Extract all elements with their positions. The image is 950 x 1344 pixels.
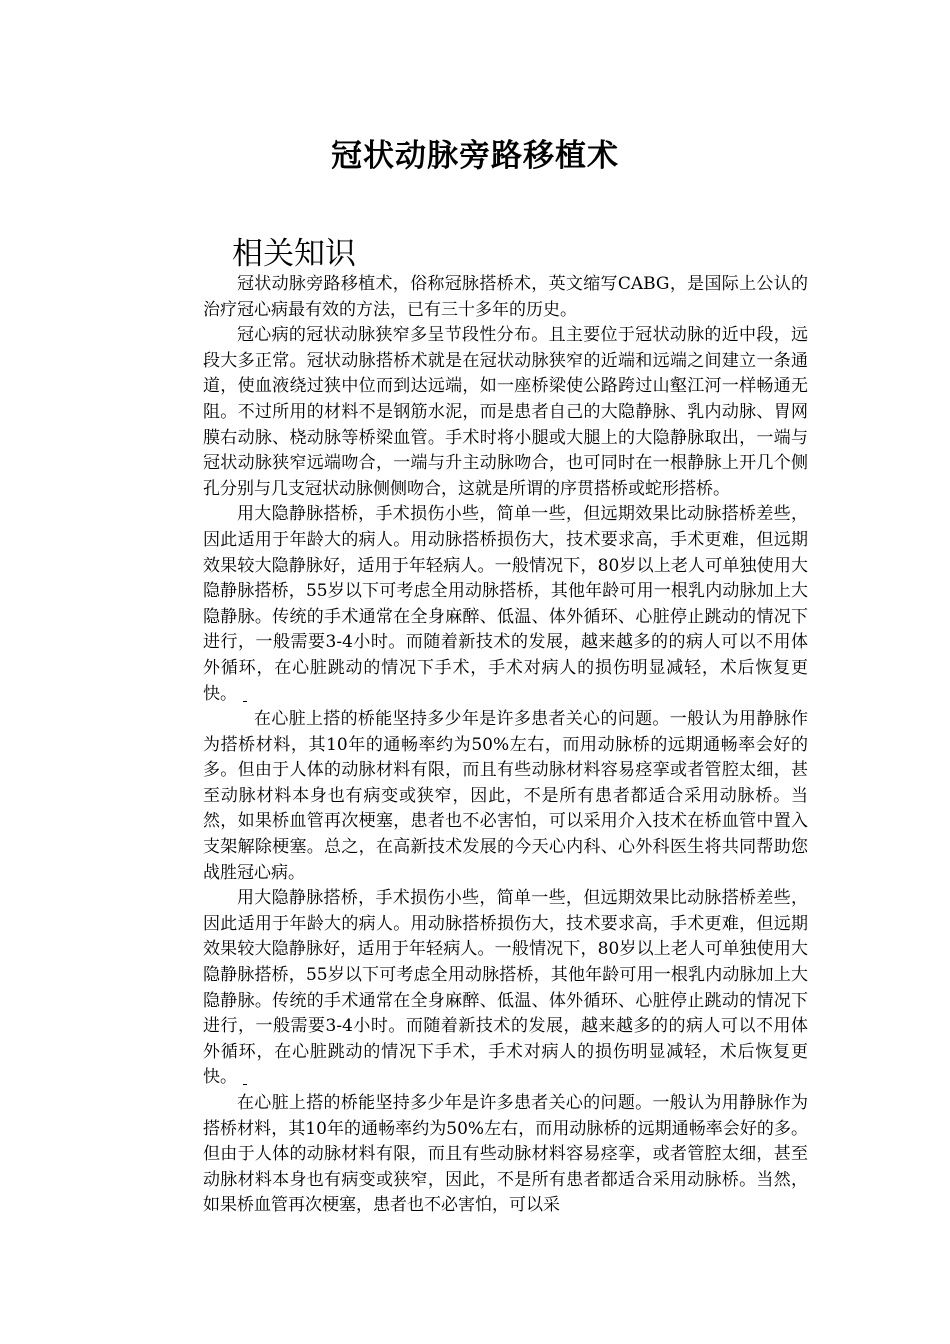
paragraph: 冠心病的冠状动脉狭窄多呈节段性分布。且主要位于冠状动脉的近中段，远段大多正常。冠状动脉搭桥术就是在冠状动脉狭窄的近端和远端之间建立一条通道，使血液绕过狭中位而到达远端，如一座桥梁使公路跨过山壑江河一样畅通无阻。不过所用的材料不是钢筋水泥，而是患者自己的大隐静脉、乳内动脉、胃网膜右动脉、桡动脉等桥梁血管。手术时将小腿或大腿上的大隐静脉取出，一端与冠状动脉狭窄远端吻合，一端与升主动脉吻合，也可同时在一根静脉上开几个侧孔分别与几支冠状动脉侧侧吻合，这就是所谓的序贯搭桥或蛇形搭桥。 (203, 325, 808, 499)
paragraph-text: 用大隐静脉搭桥，手术损伤小些，简单一些，但远期效果比动脉搭桥差些，因此适用于年龄大的病人。用动脉搭桥损伤大，技术要求高，手术更难，但远期效果较大隐静脉好，适用于年轻病人。一般情况下，80岁以上老人可单独使用大隐静脉搭桥，55岁以下可考虑全用动脉搭桥，其他年龄可用一根乳内动脉加上大隐静脉。传统的手术通常在全身麻醉、低温、体外循环、心脏停止跳动的情况下进行，一般需要3-4小时。而随着新技术的发展，越来越多的的病人可以不用体外循环，在心脏跳动的情况下手术，手术对病人的损伤明显减轻，术后恢复更快。 (203, 888, 808, 1088)
paragraph (203, 502, 808, 707)
section-heading: 相关知识 (232, 236, 356, 272)
paragraph: 在心脏上搭的桥能坚持多少年是许多患者关心的问题。一般认为用静脉作为搭桥材料，其10年的通畅率约为50%左右，而用动脉桥的远期通畅率会好的多。但由于人体的动脉材料有限，而且有些动脉材料容易痉挛或者管腔太细，甚至动脉材料本身也有病变或狭窄，因此，不是所有患者都适合采用动脉桥。当然，如果桥血管再次梗塞，患者也不必害怕，可以采用介入技术在桥血管中置入支架解除梗塞。总之，在高新技术发展的今天心内科、心外科医生将共同帮助您战胜冠心病。 (203, 709, 808, 883)
paragraph-mark (243, 700, 247, 702)
paragraph: 冠状动脉旁路移植术，俗称冠脉搭桥术，英文缩写CABG，是国际上公认的治疗冠心病最有效的方法，已有三十多年的历史。 (203, 274, 808, 320)
paragraph: 在心脏上搭的桥能坚持多少年是许多患者关心的问题。一般认为用静脉作为搭桥材料，其10年的通畅率约为50%左右，而用动脉桥的远期通畅率会好的多。但由于人体的动脉材料有限，而且有些动脉材料容易痉挛，或者管腔太细，甚至动脉材料本身也有病变或狭窄，因此，不是所有患者都适合采用动脉桥。当然，如果桥血管再次梗塞，患者也不必害怕，可以采 (203, 1093, 808, 1216)
page-title: 冠状动脉旁路移植术 (331, 138, 619, 174)
paragraph-text: 用大隐静脉搭桥，手术损伤小些，简单一些，但远期效果比动脉搭桥差些，因此适用于年龄大的病人。用动脉搭桥损伤大，技术要求高，手术更难，但远期效果较大隐静脉好，适用于年轻病人。一般情况下，80岁以上老人可单独使用大隐静脉搭桥，55岁以下可考虑全用动脉搭桥，其他年龄可用一根乳内动脉加上大隐静脉。传统的手术通常在全身麻醉、低温、体外循环、心脏停止跳动的情况下进行，一般需要3-4小时。而随着新技术的发展，越来越多的的病人可以不用体外循环，在心脏跳动的情况下手术，手术对病人的损伤明显减轻，术后恢复更快。 (203, 504, 808, 704)
paragraph-mark (243, 1083, 247, 1085)
paragraph (203, 886, 808, 1091)
document-body (203, 272, 808, 1219)
